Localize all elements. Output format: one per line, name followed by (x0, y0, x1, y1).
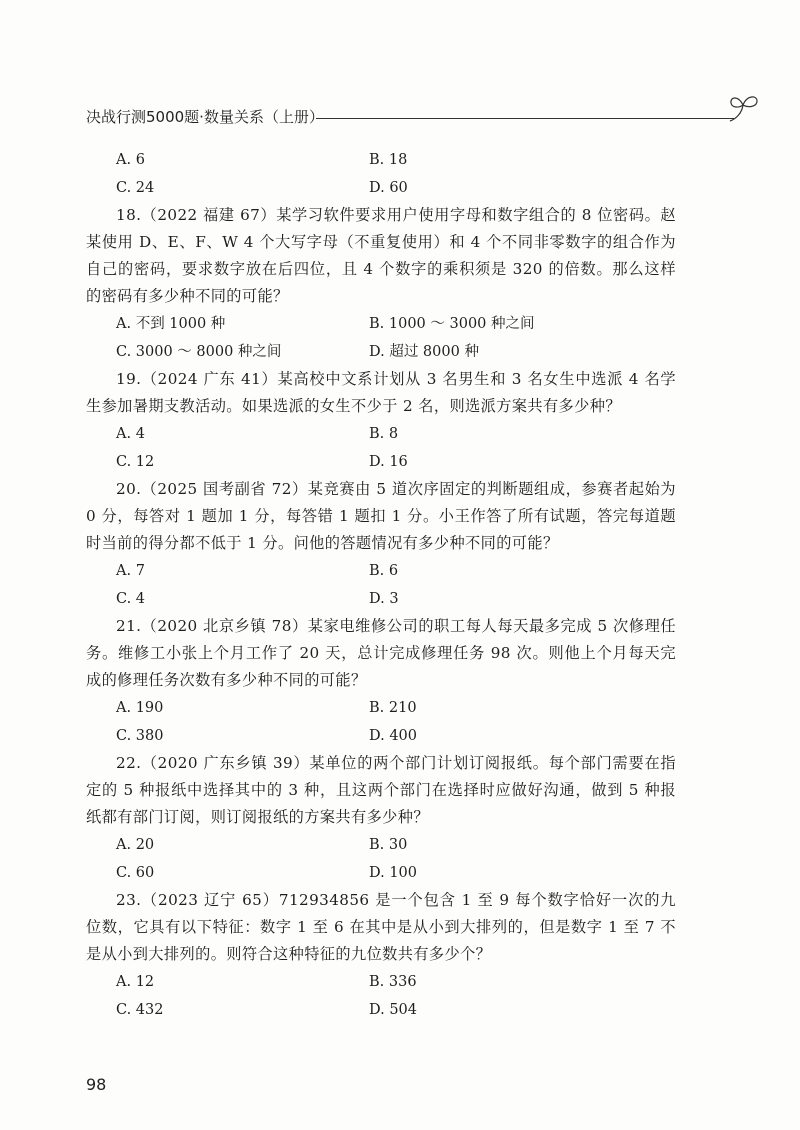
options-block (86, 694, 676, 750)
running-header (86, 103, 686, 133)
option-b: B. 336 (369, 974, 417, 990)
question-20: 20.（2025 国考副省 72）某竞赛由 5 道次序固定的判断题组成，参赛者起始为 0 分，每答对 1 题加 1 分，每答错 1 题扣 1 分。小王作答了所有试题，答完每道题时当前的得分都不低于 1 分。问他的答题情况有多少种不同的可能？ (86, 480, 676, 552)
options-block (86, 968, 676, 1024)
option-row (86, 338, 676, 366)
option-c: C. 3000 ～ 8000 种之间 (116, 344, 282, 360)
option-c: C. 24 (116, 180, 155, 196)
option-d: D. 超过 8000 种 (369, 344, 479, 360)
option-d: D. 3 (369, 591, 399, 607)
option-c: C. 432 (116, 1002, 164, 1018)
option-a: A. 190 (116, 700, 164, 716)
option-row (86, 831, 676, 859)
option-a: A. 7 (116, 563, 145, 579)
option-c: C. 4 (116, 591, 146, 607)
option-b: B. 30 (369, 837, 408, 853)
option-b: B. 18 (369, 152, 408, 168)
option-row (86, 420, 676, 448)
option-d: D. 60 (369, 180, 408, 196)
option-c: C. 12 (116, 454, 155, 470)
option-c: C. 60 (116, 865, 155, 881)
option-c: C. 380 (116, 728, 164, 744)
options-block (86, 557, 676, 613)
question-21: 21.（2020 北京乡镇 78）某家电维修公司的职工每人每天最多完成 5 次修理任务。维修工小张上个月工作了 20 天，总计完成修理任务 98 次。则他上个月每天完成的修理任务次数有多少种不同的可能？ (86, 617, 676, 689)
question-22: 22.（2020 广东乡镇 39）某单位的两个部门计划订阅报纸。每个部门需要在指定的 5 种报纸中选择其中的 3 种，且这两个部门在选择时应做好沟通，做到 5 种报纸都有部门订阅，则订阅报纸的方案共有多少种？ (86, 754, 676, 826)
option-row (86, 694, 676, 722)
option-row (86, 557, 676, 585)
option-row (86, 146, 676, 174)
option-b: B. 1000 ～ 3000 种之间 (369, 316, 535, 332)
option-row (86, 310, 676, 338)
option-b: B. 6 (369, 563, 399, 579)
question-23: 23.（2023 辽宁 65）712934856 是一个包含 1 至 9 每个数字恰好一次的九位数，它具有以下特征：数字 1 至 6 在其中是从小到大排列的，但是数字 1 至 7 不是从小到大排列的。则符合这种特征的九位数共有多少个？ (86, 891, 676, 963)
option-a: A. 12 (116, 974, 155, 990)
option-row (86, 722, 676, 750)
options-block (86, 831, 676, 887)
option-a: A. 6 (116, 152, 145, 168)
option-row (86, 448, 676, 476)
question-19: 19.（2024 广东 41）某高校中文系计划从 3 名男生和 3 名女生中选派 4 名学生参加暑期支教活动。如果选派的女生不少于 2 名，则选派方案共有多少种？ (86, 370, 676, 415)
option-a: A. 20 (116, 837, 155, 853)
options-block (86, 420, 676, 476)
header-rule (316, 118, 734, 119)
sprout-icon (726, 91, 760, 123)
option-b: B. 210 (369, 700, 417, 716)
options-block (86, 310, 676, 366)
option-b: B. 8 (369, 426, 399, 442)
option-d: D. 100 (369, 865, 418, 881)
question-18: 18.（2022 福建 67）某学习软件要求用户使用字母和数字组合的 8 位密码。赵某使用 D、E、F、W 4 个大写字母（不重复使用）和 4 个不同非零数字的组合作为自己的密码，要求数字放在后四位，且 4 个数字的乘积须是 320 的倍数。那么这样的密码有多少种不同的可能？ (86, 206, 676, 305)
question-list (86, 146, 676, 1024)
option-d: D. 16 (369, 454, 408, 470)
option-row (86, 585, 676, 613)
options-block (86, 146, 676, 202)
option-a: A. 4 (116, 426, 145, 442)
header-title: 决战行测5000题·数量关系（上册） (86, 108, 324, 126)
option-d: D. 504 (369, 1002, 418, 1018)
option-row (86, 174, 676, 202)
page-number: 98 (86, 1075, 107, 1094)
option-row (86, 996, 676, 1024)
option-row (86, 968, 676, 996)
option-row (86, 859, 676, 887)
option-a: A. 不到 1000 种 (116, 316, 226, 332)
option-d: D. 400 (369, 728, 418, 744)
